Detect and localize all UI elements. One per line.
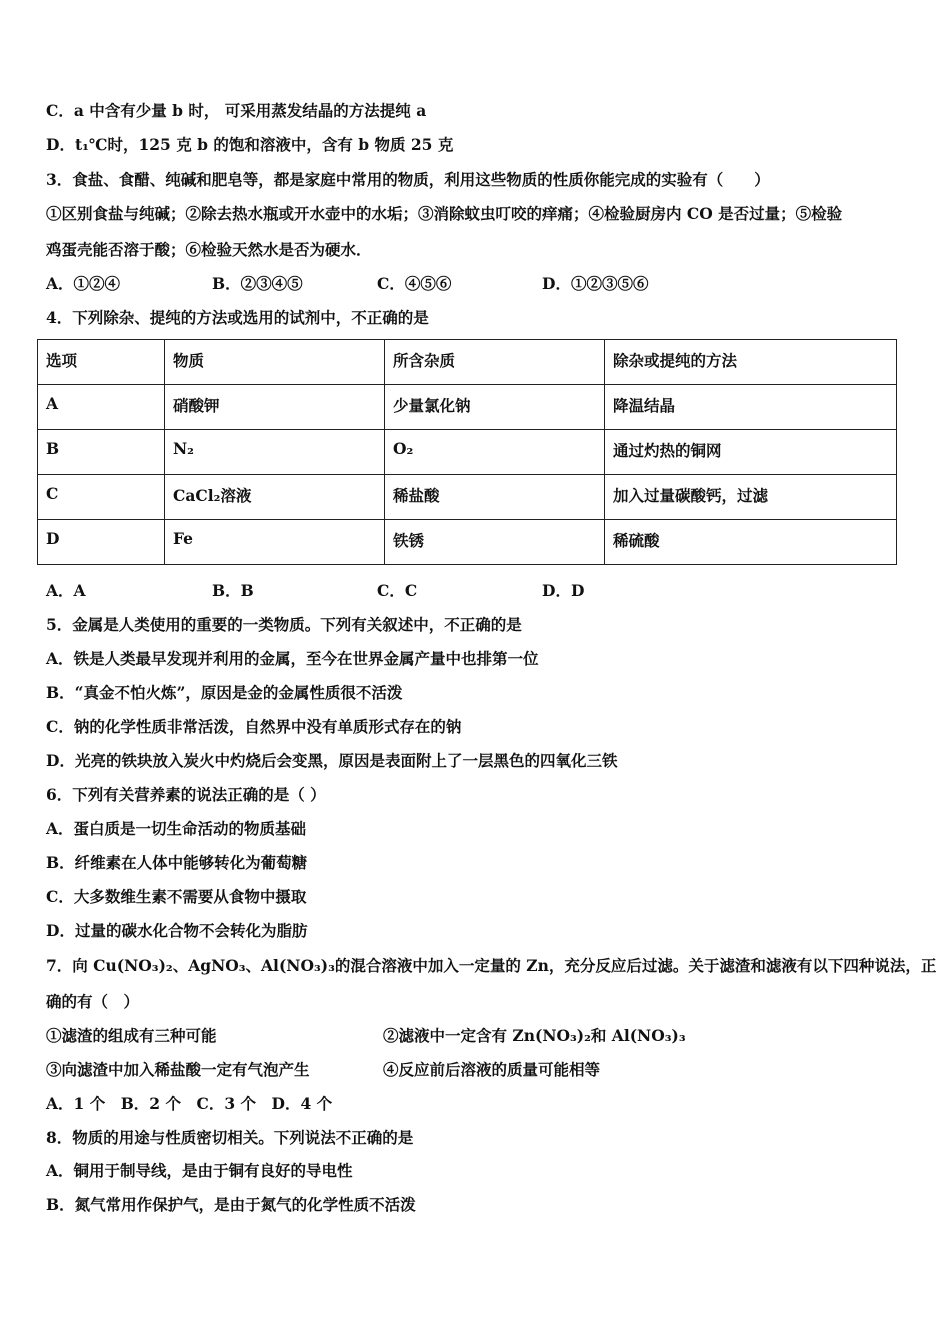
table-cell: 铁锈 [385,520,605,565]
table-cell: N₂ [165,430,385,475]
q7-stem: 7．向 Cu(NO₃)₂、AgNO₃、Al(NO₃)₃的混合溶液中加入一定量的 Zn，充分反应后过滤。关于滤渣和滤液有以下四种说法，正 [46,956,937,975]
table-cell: O₂ [385,430,605,475]
q4-option-d: D．D [542,581,585,600]
q3-option-a: A．①②④ [46,274,121,293]
table-cell: 稀盐酸 [385,475,605,520]
q2-option-c: C．a 中含有少量 b 时， 可采用蒸发结晶的方法提纯 a [46,101,427,120]
table-cell: C [38,475,165,520]
q5-option-b: B．“真金不怕火炼”，原因是金的金属性质很不活泼 [46,683,403,702]
table-cell: 加入过量碳酸钙，过滤 [605,475,897,520]
q6-stem: 6．下列有关营养素的说法正确的是（ ） [46,785,326,804]
q8-option-a: A．铜用于制导线，是由于铜有良好的导电性 [46,1161,353,1180]
q4-option-b: B．B [212,581,254,600]
table-cell: 少量氯化钠 [385,385,605,430]
q7-statement-4: ④反应前后溶液的质量可能相等 [383,1060,601,1079]
table-row [38,385,897,430]
q3-option-b: B．②③④⑤ [212,274,303,293]
q4-stem: 4．下列除杂、提纯的方法或选用的试剂中，不正确的是 [46,308,429,327]
table-cell: 降温结晶 [605,385,897,430]
q2-option-d: D．t₁℃时，125 克 b 的饱和溶液中，含有 b 物质 25 克 [46,135,454,154]
table-row [38,475,897,520]
q5-option-c: C．钠的化学性质非常活泼，自然界中没有单质形式存在的钠 [46,717,462,736]
table-row [38,520,897,565]
table-cell: 硝酸钾 [165,385,385,430]
header-cell: 选项 [38,340,165,385]
q3-items-1: ①区别食盐与纯碱；②除去热水瓶或开水壶中的水垢；③消除蚊虫叮咬的痒痛；④检验厨房内 CO 是否过量；⑤检验 [46,204,843,223]
q3-option-d: D．①②③⑤⑥ [542,274,649,293]
q6-option-c: C．大多数维生素不需要从食物中摄取 [46,887,307,906]
table-cell: A [38,385,165,430]
q4-option-c: C．C [377,581,418,600]
table-row [38,430,897,475]
q6-option-d: D．过量的碳水化合物不会转化为脂肪 [46,921,308,940]
header-cell: 物质 [165,340,385,385]
q7-options: A．1 个 B．2 个 C．3 个 D．4 个 [46,1094,333,1113]
q4-table [37,339,897,565]
q6-option-a: A．蛋白质是一切生命活动的物质基础 [46,819,307,838]
q7-stem-2: 确的有（ ） [46,992,140,1011]
header-cell: 除杂或提纯的方法 [605,340,897,385]
q5-option-d: D．光亮的铁块放入炭火中灼烧后会变黑，原因是表面附上了一层黑色的四氧化三铁 [46,751,618,770]
q7-statement-2: ②滤液中一定含有 Zn(NO₃)₂和 Al(NO₃)₃ [383,1026,686,1045]
table-cell: D [38,520,165,565]
q6-option-b: B．纤维素在人体中能够转化为葡萄糖 [46,853,308,872]
q3-stem: 3．食盐、食醋、纯碱和肥皂等，都是家庭中常用的物质，利用这些物质的性质你能完成的实验有（ ） [46,170,770,189]
table-cell: 稀硫酸 [605,520,897,565]
q8-option-b: B．氮气常用作保护气，是由于氮气的化学性质不活泼 [46,1195,416,1214]
q5-stem: 5．金属是人类使用的重要的一类物质。下列有关叙述中，不正确的是 [46,615,522,634]
table-cell: CaCl₂溶液 [165,475,385,520]
table-cell: B [38,430,165,475]
table-header-row [38,340,897,385]
table-cell: 通过灼热的铜网 [605,430,897,475]
q4-option-a: A．A [46,581,86,600]
table-cell: Fe [165,520,385,565]
q3-items-2: 鸡蛋壳能否溶于酸；⑥检验天然水是否为硬水． [46,240,372,259]
q7-statement-1: ①滤渣的组成有三种可能 [46,1026,217,1045]
header-cell: 所含杂质 [385,340,605,385]
q5-option-a: A．铁是人类最早发现并利用的金属，至今在世界金属产量中也排第一位 [46,649,539,668]
q7-statement-3: ③向滤渣中加入稀盐酸一定有气泡产生 [46,1060,310,1079]
q8-stem: 8．物质的用途与性质密切相关。下列说法不正确的是 [46,1128,414,1147]
q3-option-c: C．④⑤⑥ [377,274,452,293]
